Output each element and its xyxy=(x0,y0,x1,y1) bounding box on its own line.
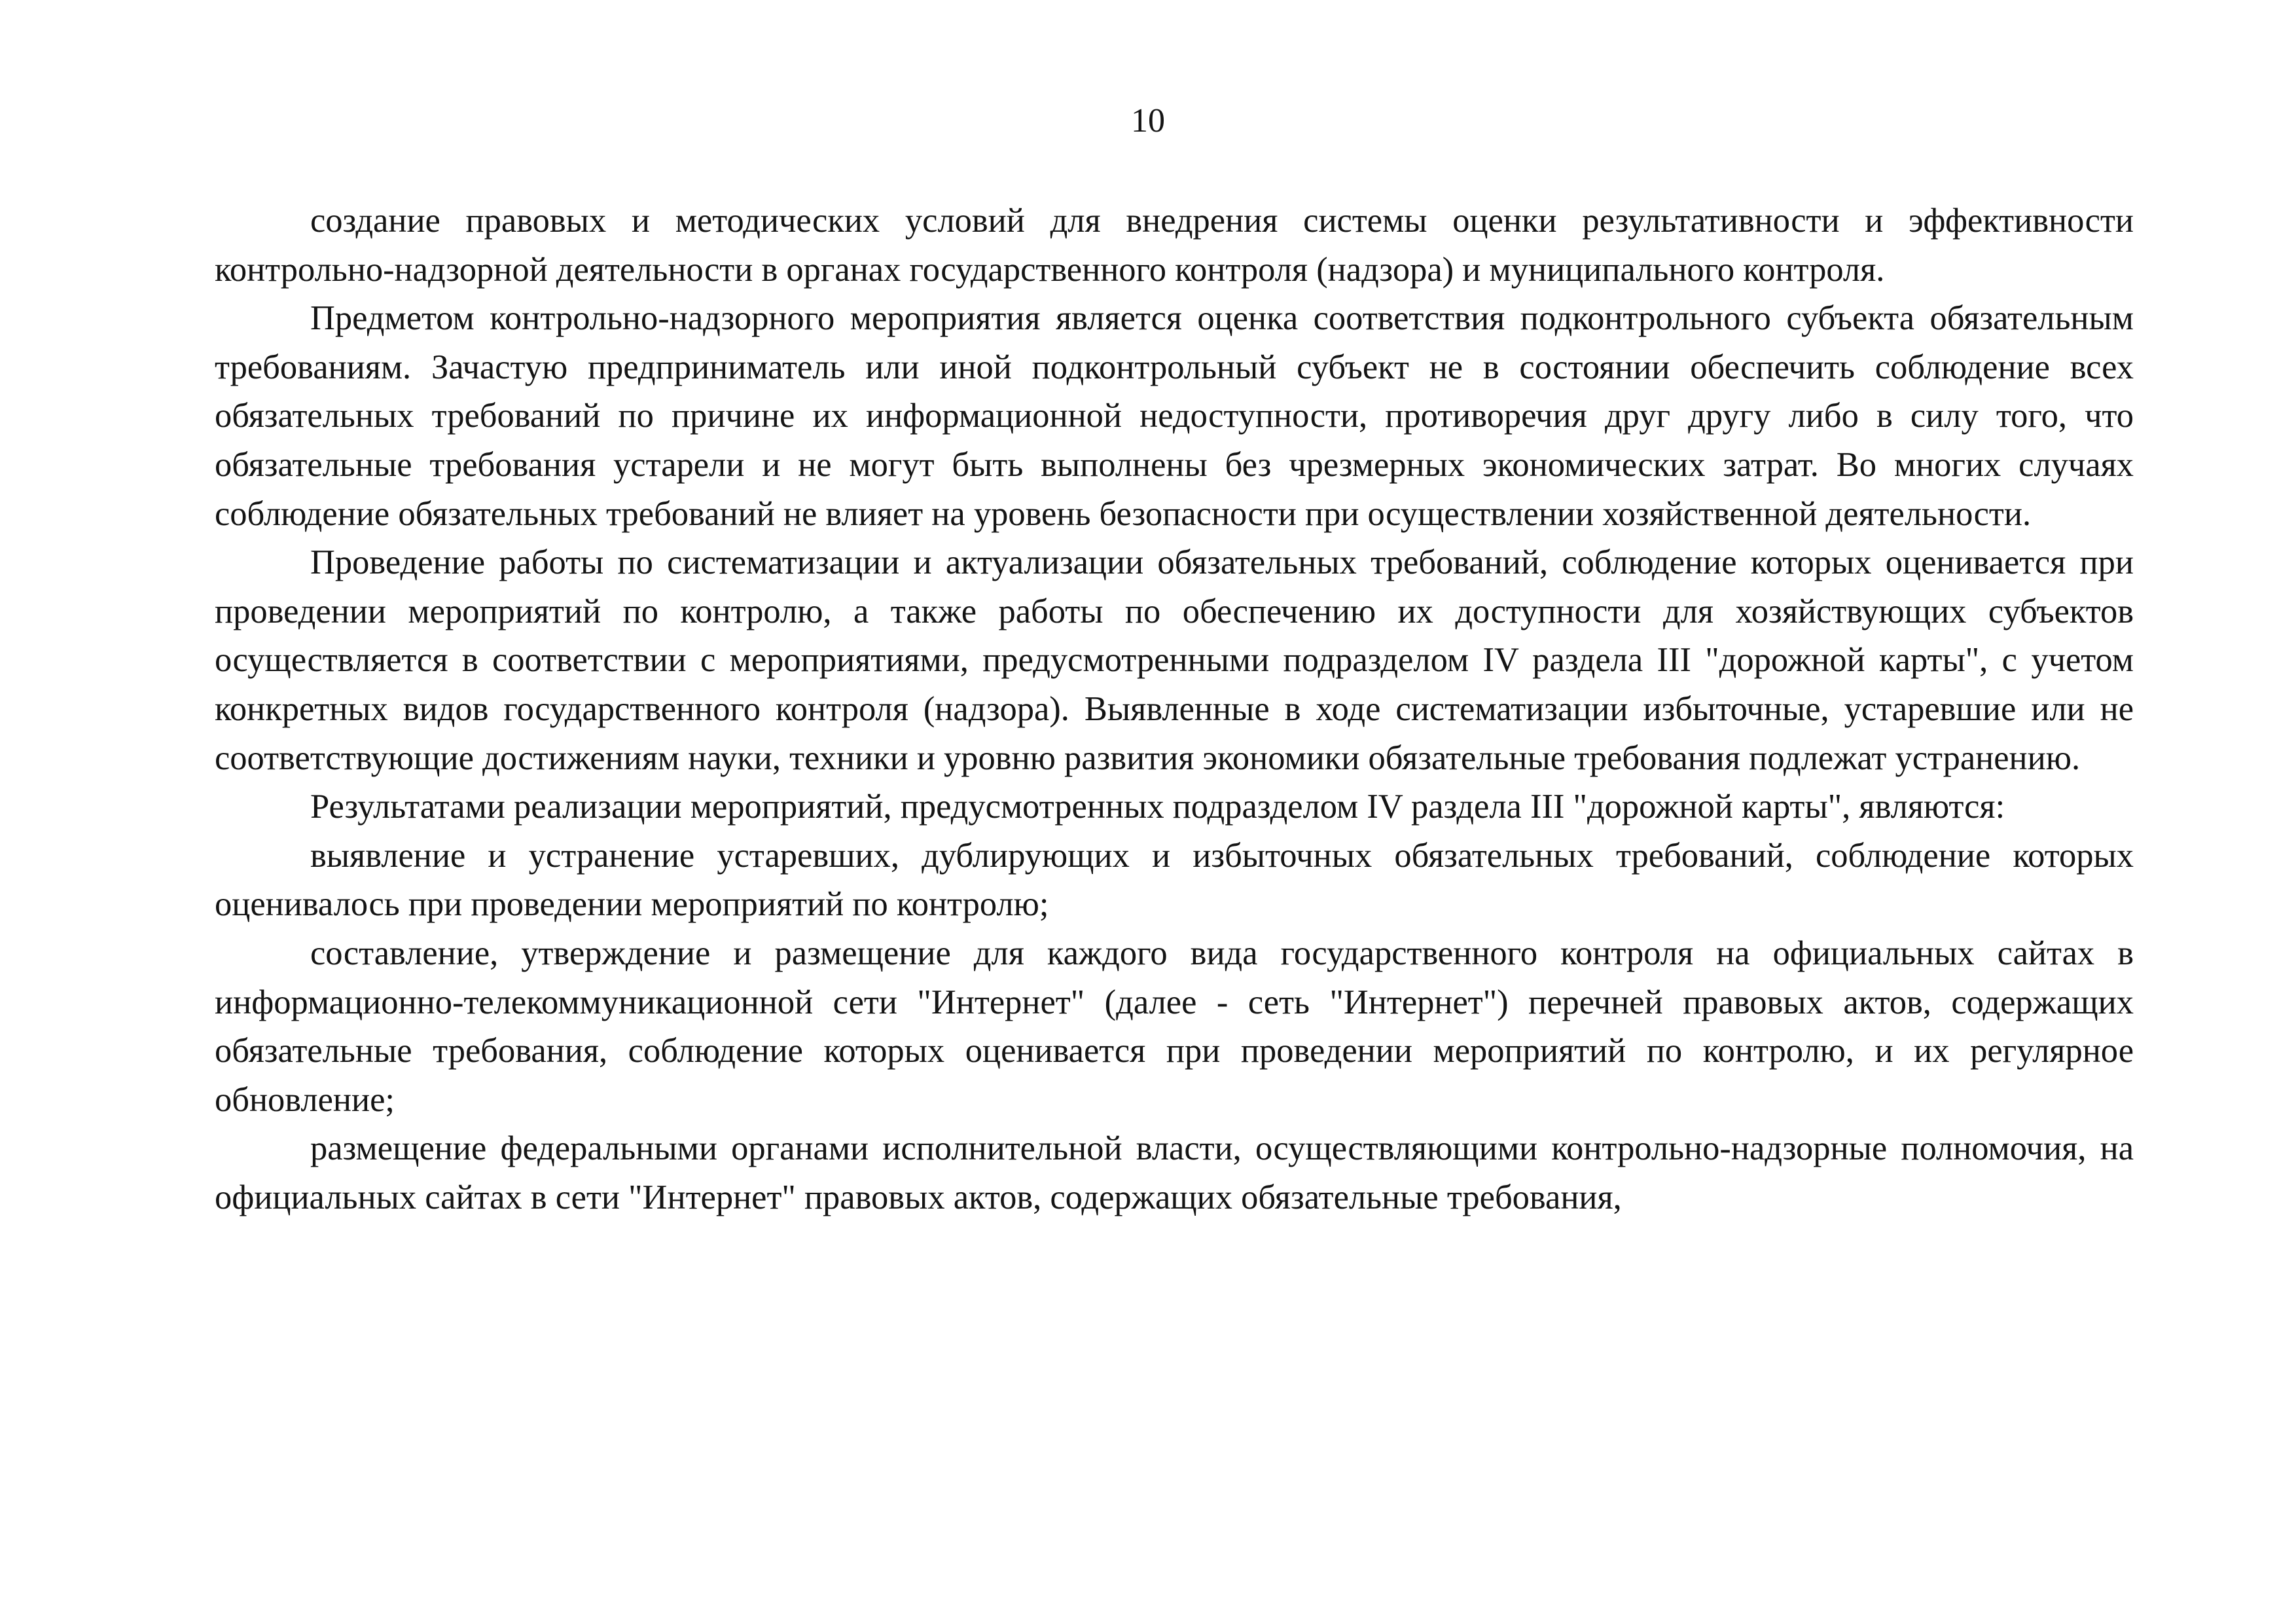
paragraph-6: составление, утверждение и размещение для каждого вида государственного контроля на официальных сайтах в информационно-телекоммуникационной сети "Интернет" (далее - сеть "Интернет") перечней правовых актов, содержащих обязательные требования, соблюдение которых оценивается при проведении мероприятий по контролю, и их регулярное обновление; xyxy=(215,934,2134,1119)
page-number: 10 xyxy=(1131,102,1165,139)
paragraph-4: Результатами реализации мероприятий, предусмотренных подразделом IV раздела III "дорожной карты", являются: xyxy=(310,788,2005,826)
paragraph-7: размещение федеральными органами исполнительной власти, осуществляющими контрольно-надзорные полномочия, на официальных сайтах в сети "Интернет" правовых актов, содержащих обязательные требования, xyxy=(215,1129,2134,1216)
paragraph-2: Предметом контрольно-надзорного мероприятия является оценка соответствия подконтрольного субъекта обязательным требованиям. Зачастую предприниматель или иной подконтрольный субъект не в состоянии обеспечить соблюдение всех обязательных требований по причине их информационной недоступности, противоречия друг другу либо в силу того, что обязательные требования устарели и не могут быть выполнены без чрезмерных экономических затрат. Во многих случаях соблюдение обязательных требований не влияет на уровень безопасности при осуществлении хозяйственной деятельности. xyxy=(215,299,2134,533)
document-body xyxy=(215,196,2134,1222)
paragraph-1: создание правовых и методических условий для внедрения системы оценки результативности и эффективности контрольно-надзорной деятельности в органах государственного контроля (надзора) и муниципального контроля. xyxy=(215,202,2134,289)
paragraph-3: Проведение работы по систематизации и актуализации обязательных требований, соблюдение которых оценивается при проведении мероприятий по контролю, а также работы по обеспечению их доступности для хозяйствующих субъектов осуществляется в соответствии с мероприятиями, предусмотренными подразделом IV раздела III "дорожной карты", с учетом конкретных видов государственного контроля (надзора). Выявленные в ходе систематизации избыточные, устаревшие или не соответствующие достижениям науки, техники и уровню развития экономики обязательные требования подлежат устранению. xyxy=(215,543,2134,777)
paragraph-5: выявление и устранение устаревших, дублирующих и избыточных обязательных требований, соблюдение которых оценивалось при проведении мероприятий по контролю; xyxy=(215,836,2134,924)
